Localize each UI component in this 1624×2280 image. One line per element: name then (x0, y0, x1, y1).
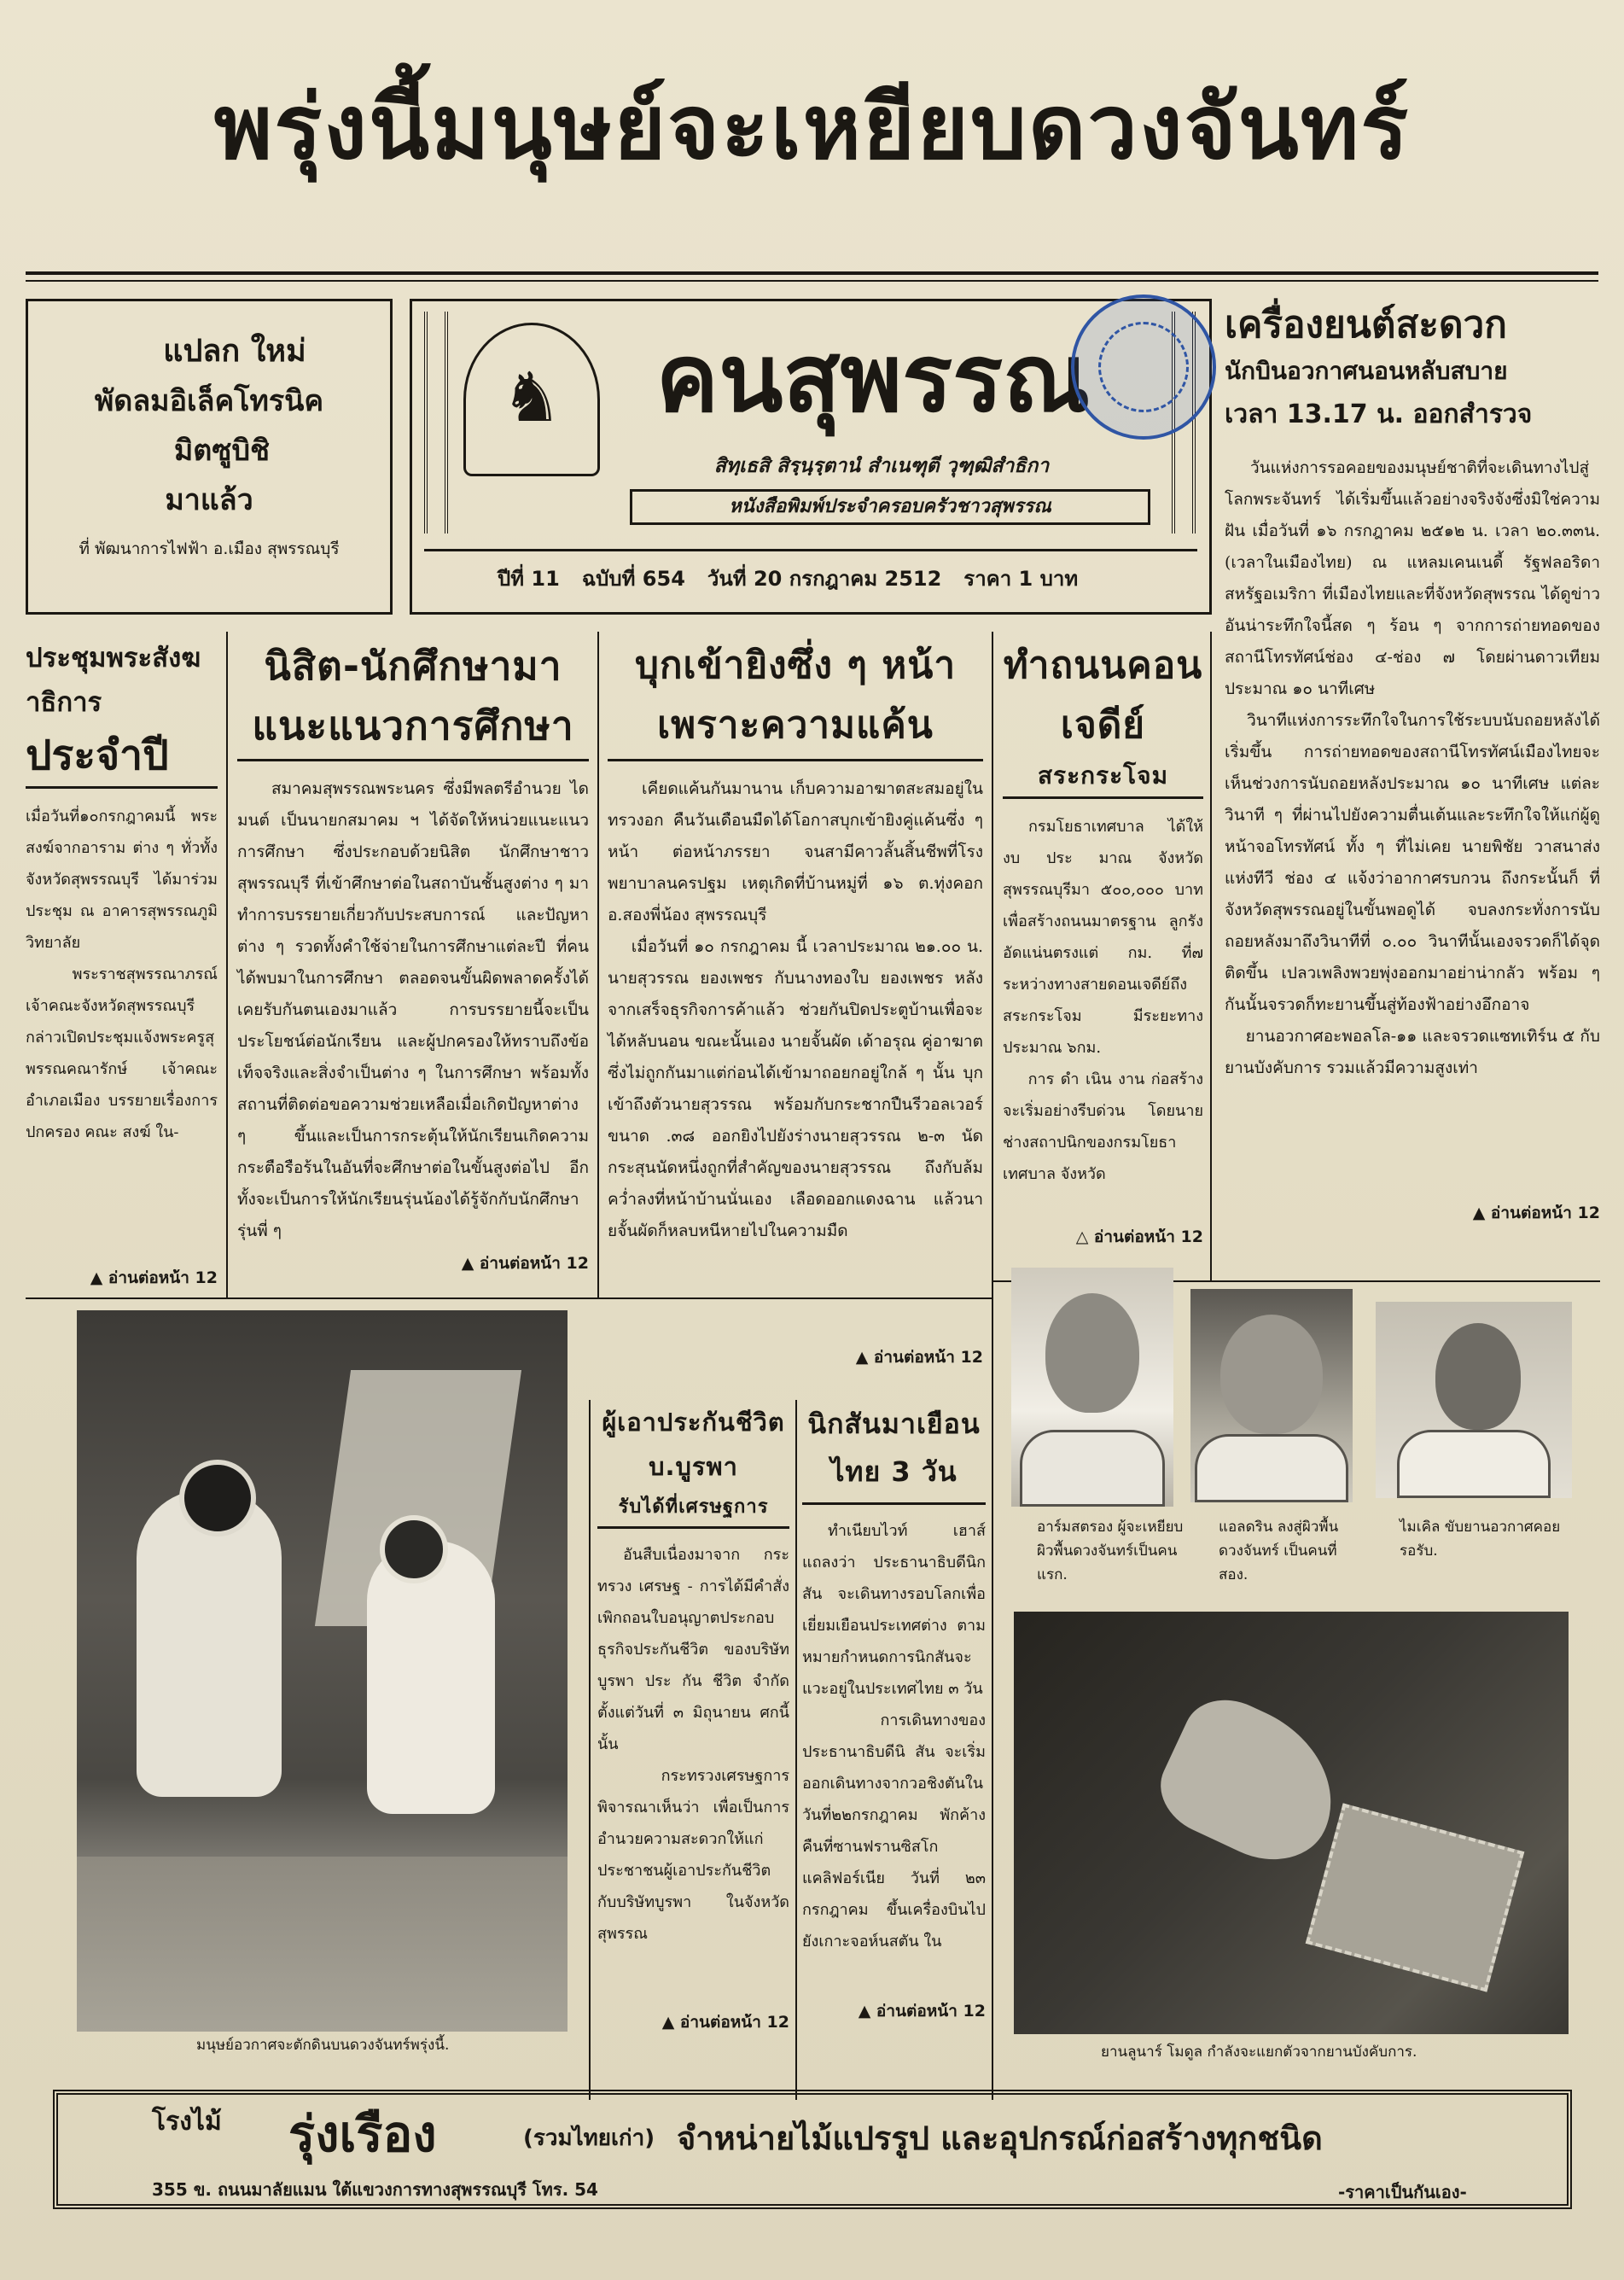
right-lead-subhead2: เวลา 13.17 น. ออกสำรวจ (1225, 399, 1533, 429)
collins-face (1435, 1323, 1521, 1430)
armstrong-caption: อาร์มสตรอง ผู้จะเหยียบผิวพื้นดวงจันทร์เป็นคนแรก. (1037, 1519, 1184, 1583)
sangha-body: เมื่อวันที่๑๐กรกฎาคมนี้ พระสงฆ์จากอาราม ต่าง ๆ ทั่วทั้งจังหวัดสุพรรณบุรี ได้มาร่วมประชุม ณ อาคารสุพรรณภูมิวิทยาลัย พระราชสุพรรณาภรณ์ เจ้าคณะจังหวัดสุพรรณบุรี กล่าวเปิดประชุมแจ้งพระครูสุพรรณคณารักษ์ เจ้าคณะอำเภอเมือง บรรยายเรื่องการปกครอง คณะ สงฆ์ ใน- (26, 808, 218, 1141)
banner-rule-top (26, 271, 1598, 275)
collins-caption: ไมเคิล ขับยานอวกาศคอยรอรับ. (1400, 1519, 1561, 1560)
masthead-date: วันที่ 20 กรกฎาคม 2512 (707, 567, 942, 591)
road-story (1003, 636, 1203, 1272)
fan-ad-line2: พัดลมอิเล็คโทรนิค (94, 384, 324, 418)
armstrong-suit (1020, 1430, 1165, 1507)
row-rule-left (26, 1297, 992, 1299)
masthead-subtitle: หนังสือพิมพ์ประจำครอบครัวชาวสุพรรณ (630, 489, 1150, 525)
portrait-collins (1376, 1302, 1572, 1498)
fan-ad-line4: มาแล้ว (165, 483, 253, 517)
road-body: กรมโยธาเทศบาล ได้ให้ งบ ประ มาณ จังหวัดสุพรรณบุรีมา ๕๐๐,๐๐๐ บาท เพื่อสร้างถนนมาตรฐาน ลูกรังอัดแน่นตรงแต่ กม. ที่๗ ระหว่างทางสายดอนเจดีย์ถึง สระกระโจม มีระยะทางประมาณ ๖กม. การ ดำ เนิน งาน ก่อสร้าง จะเริ่มอย่างรีบด่วน โดยนายช่างสถาปนิกของกรมโยธาเทศบาล จังหวัด (1003, 818, 1203, 1183)
col-rule-1 (226, 632, 228, 1297)
masthead-year: ปีที่ 11 (498, 567, 560, 591)
nixon-headline: นิกสันมาเยือนไทย 3 วัน (802, 1400, 986, 1505)
astronaut-left-helmet (179, 1460, 256, 1537)
insurance-headline: ผู้เอาประกันชีวิต บ.บูรพา (602, 1408, 785, 1481)
lunar-module-lander (1306, 1803, 1525, 1991)
nixon-continued: ▲ อ่านต่อหน้า 12 (858, 2002, 986, 2021)
masthead-emblem (463, 323, 600, 476)
timber-ad-footer: -ราคาเป็นกันเอง- (1338, 2182, 1467, 2202)
astronaut-right (367, 1541, 495, 1814)
spacecraft-photo (1014, 1612, 1569, 2034)
portrait-armstrong (1011, 1268, 1173, 1507)
spacecraft-photo-caption: ยานลูนาร์ โมดูล กำลังจะแยกตัวจากยานบังคับการ. (1101, 2044, 1417, 2061)
masthead-price: ราคา 1 บาท (963, 567, 1079, 591)
sangha-headline: ประชุมพระสังฆาธิการ (26, 643, 201, 718)
elephant-emblem-icon: ♞ (501, 358, 562, 437)
timber-ad (53, 2090, 1572, 2209)
banner-headline: พรุ่งนี้มนุษย์จะเหยียบดวงจันทร์ (213, 75, 1411, 179)
students-body: สมาคมสุพรรณพระนคร ซึ่งมีพลตรีอำนวย ไดมนต์ เป็นนายกสมาคม ฯ ได้จัดให้หน่วยแนะแนวการศึกษา ซึ่งประกอบด้วยนิสิต นักศึกษาชาวสุพรรณบุรี ที่เข้าศึกษาต่อในสถาบันชั้นสูงต่าง ๆ มาทำการบรรยายเกี่ยวกับประสบการณ์ และปัญหาต่าง ๆ รวดทั้งคำใช้จ่ายในการศึกษาแต่ละปี ที่คนได้พบมาในการศึกษา ตลอดจนขั้นผิดพลาดครั้งได้เคยรับกันตนเองมาแล้ว การบรรยายนี้จะเป็นประโยชน์ต่อนักเรียน และผู้ปกครองให้ทราบถึงข้อเท็จจริงและสิ่งจำเป็นต่าง ๆ ในการศึกษา พร้อมทั้งสถานที่ติดต่อขอความช่วยเหลือเมื่อเกิดปัญหาต่าง ๆ ขึ้นและเป็นการกระตุ้นให้นักเรียนเกิดความกระตือรือร้นในอันที่จะศึกษาต่อในขั้นสูงต่อไป อีกทั้งจะเป็นการให้นักเรียนรุ่นน้องได้รู้จักกับนักศึกษารุ่นพี่ ๆ (237, 779, 589, 1240)
right-lead-headline: เครื่องยนต์สะดวก (1225, 303, 1507, 347)
astronaut-right-helmet (380, 1515, 448, 1583)
nixon-body: ทำเนียบไวท์ เฮาส์ แถลงว่า ประธานาธิบดีนิกสัน จะเดินทางรอบโลกเพื่อเยี่ยมเยือนประเทศต่าง ตามหมายกำหนดการนิกสันจะแวะอยู่ในประเทศไทย ๓ วัน การเดินทางของประธานาธิบดีนิ สัน จะเริ่มออกเดินทางจากวอชิงตันในวันที่๒๒กรกฎาคม พักค้างคืนที่ซานฟรานซิสโก แคลิฟอร์เนีย วันที่ ๒๓ กรกฎาคม ขึ้นเครื่องบินไปยังเกาะจอห์นสตัน ใน (802, 1522, 986, 1951)
library-stamp-inner (1098, 322, 1189, 412)
timber-ad-tagline: จำหน่ายไม้แปรรูป และอุปกรณ์ก่อสร้างทุกชนิด (677, 2120, 1323, 2157)
collins-suit (1397, 1430, 1551, 1498)
shooting-headline: บุกเข้ายิงซึ่ง ๆ หน้าเพราะความแค้น (608, 636, 983, 761)
road-subhead: สระกระโจม (1003, 755, 1203, 799)
right-lead-body: วันแห่งการรอคอยของมนุษย์ชาติที่จะเดินทางไปสู่โลกพระจันทร์ ได้เริ่มขึ้นแล้วอย่างจริงจังซึ่งมิใช่ความฝัน เมื่อวันที่ ๑๖ กรกฎาคม ๒๕๑๒ น. เวลา ๒๐.๓๓น. (เวลาในเมืองไทย) ณ แหลมเคนเนดี้ รัฐฟลอริดา สหรัฐอเมริกา ที่เมืองไทยและที่จังหวัดสุพรรณ ได้ดูข่าวอันน่าระทึกใจนี้สด ๆ ร้อน ๆ จากการถ่ายทอดของสถานีโทรทัศน์ช่อง ๔-ช่อง ๗ โดยผ่านดาวเทียมประมาณ ๑๐ นาทีเศษ วินาทีแห่งการระทึกใจในการใช้ระบบนับถอยหลังได้เริ่มขึ้น การถ่ายทอดของสถานีโทรทัศน์เมืองไทยจะเห็นช่วงการนับถอยหลังประมาณ ๑๐ นาทีเศษ แต่ละวินาที ๆ ที่ผ่านไปยังความตื่นเต้นและระทึกใจให้แก่ผู้ดูหน้าจอโทรทัศน์ ทั้ง ๆ ที่ไม่เคย นายพิชัย วาสนาส่ง แห่งทีวี ช่อง ๔ แจ้งว่าอากาศรบกวน ถึงกระนั้นก็ ที่จังหวัดสุพรรณอยู่ในขั้นพอดูได้ จบลงกระทั่งการนับถอยหลังมาถึงวินาทีที่ ๐.๐๐ วินาทีนั้นเองจรวดก็ได้จุดติดขึ้น เปลวเพลิงพวยพุ่งออกมาอย่าน่ากลัว พร้อม ๆ กันนั้นจรวดก็ทะยานขึ้นสู่ท้องฟ้าอย่างอึกอาจ ยานอวกาศอะพอลโล-๑๑ และจรวดแซทเทิร์น ๕ กับยานบังคับการ รวมแล้วมีความสูงเท่า (1225, 458, 1600, 1077)
students-continued: ▲ อ่านต่อหน้า 12 (461, 1254, 589, 1273)
insurance-body: อันสืบเนื่องมาจาก กระ ทรวง เศรษฐ - การได้มีคำสั่งเพิกถอนใบอนุญาตประกอบธุรกิจประกันชีวิต ของบริษัทบูรพา ประ กัน ชีวิต จำกัด ตั้งแต่วันที่ ๓ มิถุนายน ศกนี้ นั้น กระทรวงเศรษฐการพิจารณาเห็นว่า เพื่อเป็นการอำนวยความสะดวกให้แก่ประชาชนผู้เอาประกันชีวิต กับบริษัทบูรพา ในจังหวัดสุพรรณ (597, 1546, 789, 1943)
aldrin-suit (1195, 1434, 1348, 1502)
road-continued: △ อ่านต่อหน้า 12 (1075, 1227, 1203, 1246)
timber-ad-name: รุ่งเรือง (288, 2105, 437, 2163)
fan-ad-line3: มิตซูบิชิ (173, 434, 271, 468)
students-headline: นิสิต-นักศึกษามาแนะแนวการศึกษา (237, 636, 589, 761)
nixon-story (802, 1400, 986, 2091)
timber-ad-label: โรงไม้ (152, 2107, 222, 2137)
timber-ad-address: 355 ข. ถนนมาลัยแมน ใต้แขวงการทางสุพรรณบุรี โทร. 54 (152, 2179, 598, 2200)
sangha-continued: ▲ อ่านต่อหน้า 12 (90, 1268, 218, 1287)
sangha-story (26, 636, 218, 1293)
col-rule-5 (795, 1400, 797, 2100)
shooting-body: เคียดแค้นกันมานาน เก็บความอาฆาตสะสมอยู่ในทรวงอก คืนวันเดือนมืดได้โอกาสบุกเข้ายิงคู่แค้นซึ่ง ๆ หน้า ต่อหน้าภรรยา จนสามีคาวลั้นสิ้นชีพที่โรงพยาบาลนครปฐม เหตุเกิดที่บ้านหมู่ที่ ๑๖ ต.ทุ่งคอก อ.สองพี่น้อง สุพรรณบุรี เมื่อวันที่ ๑๐ กรกฎาคม นี้ เวลาประมาณ ๒๑.๐๐ น. นายสุวรรณ ยองเพชร กับนางทองใบ ยองเพชร หลังจากเสร็จธุรกิจการค้าแล้ว ช่วยกันปิดประตูบ้านเพื่อจะได้หลับนอน ขณะนั้นเอง นายจั้นผัด เด้าอรุณ คู่อาฆาตซึ่งไม่ถูกกันมาแต่ก่อนได้เข้ามาถอยกอยู่ใกล้ ๆ นั้น บุกเข้าถึงตัวนายสุวรรณ พร้อมกับกระชากปืนรีวอลเวอร์ขนาด .๓๘ ออกยิงไปยังร่างนายสุวรรณ ๒-๓ นัด กระสุนนัดหนึ่งถูกที่สำคัญของนายสุวรรณ ถึงกับล้มคว่ำลงที่หน้าบ้านนั่นเอง เลือดออกแดงฉาน แล้วนายจั้นผัดก็หลบหนีหายไปในความมืด (608, 779, 983, 1240)
armstrong-face (1045, 1293, 1139, 1413)
shooting-continued: ▲ อ่านต่อหน้า 12 (855, 1348, 983, 1367)
library-stamp (1071, 294, 1216, 440)
moon-ground (77, 1857, 568, 2032)
fan-ad-line1: แปลก ใหม่ (163, 334, 306, 369)
shooting-story (608, 636, 983, 1387)
aldrin-face (1220, 1315, 1323, 1434)
command-module-shape (1147, 1684, 1359, 1881)
col-rule-4 (1210, 632, 1212, 1280)
fan-ad-box (26, 299, 393, 615)
col-rule-3 (992, 632, 993, 2100)
timber-ad-aka: (รวมไทยเก่า) (523, 2125, 655, 2151)
astronauts-photo-caption: มนุษย์อวกาศจะตักดินบนดวงจันทร์พรุ่งนี้. (196, 2037, 450, 2054)
insurance-continued: ▲ อ่านต่อหน้า 12 (661, 2013, 789, 2032)
sangha-headline-big: ประจำปี (26, 725, 218, 789)
students-story (237, 636, 589, 1293)
masthead-title: คนสุพรรณ (655, 324, 1091, 433)
insurance-story (597, 1400, 789, 2091)
road-headline: ทำถนนคอนเจดีย์ (1003, 644, 1203, 747)
aldrin-caption: แอลดริน ลงสู่ผิวพื้นดวงจันทร์ เป็นคนที่สอง. (1219, 1519, 1339, 1583)
right-lead-story (1225, 299, 1600, 1280)
masthead-issue: ฉบับที่ 654 (581, 567, 685, 591)
masthead-issue-rule (424, 549, 1197, 551)
right-lead-subhead1: นักบินอวกาศนอนหลับสบาย (1225, 357, 1508, 385)
portrait-aldrin (1190, 1289, 1353, 1502)
col-rule-photo (589, 1400, 591, 2100)
right-lead-continued: ▲ อ่านต่อหน้า 12 (1472, 1204, 1600, 1222)
masthead-issue-line (498, 562, 1180, 595)
astronauts-photo (77, 1310, 568, 2032)
fan-ad-line5: ที่ พัฒนาการไฟฟ้า อ.เมือง สุพรรณบุรี (79, 539, 340, 558)
masthead-motto: สิทฺเธสิ สิรฺนฺรฺตานํ สำเนฑุตี วุฑฺฒิสำธิกา (713, 454, 1050, 477)
insurance-subhead: รับได้ที่เศรษฐการ (597, 1489, 789, 1529)
masthead-ornament-left (424, 312, 448, 534)
col-rule-2 (597, 632, 599, 1297)
banner-rule-bottom (26, 280, 1598, 282)
